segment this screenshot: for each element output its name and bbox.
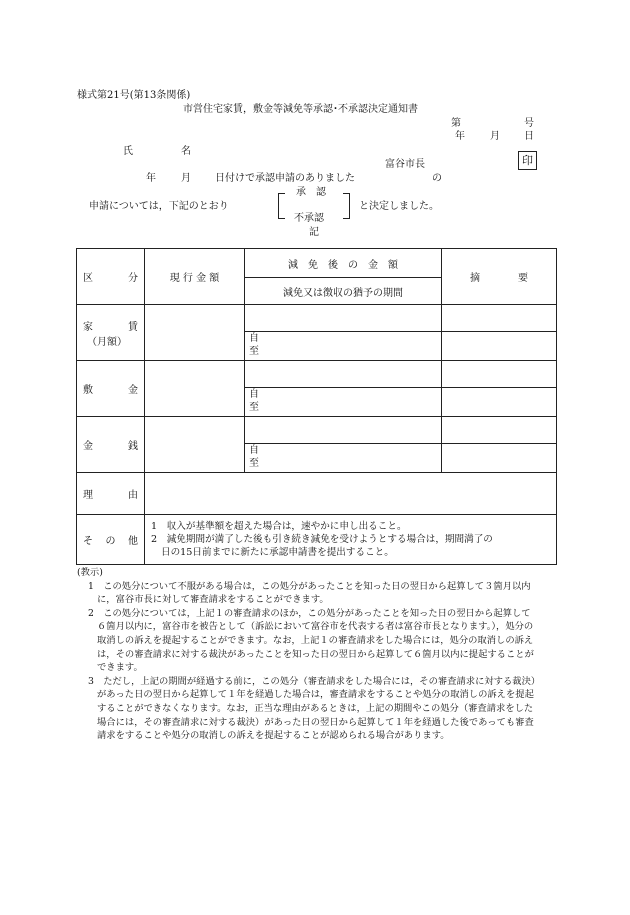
row-label-money: 金 銭 [77,417,145,473]
header-category: 区 分 [77,249,145,305]
header-period: 減免又は徴収の猶予の期間 [245,278,442,305]
bracket-left [278,193,285,219]
cell-other [145,515,557,565]
body-line1-no: の [432,173,442,184]
row-label-reason: 理 由 [77,473,145,515]
approve-option: 承 認 [296,187,326,198]
note-line-3: 2 この処分については，上記１の審査請求のほか，この処分があったことを知った日の翌日から起算して [88,607,531,619]
note-line-1: 1 この処分について不服がある場合は，この処分があったことを知った日の翌日から起算して３箇月以内 [88,580,531,592]
notes-heading: (教示) [77,567,103,578]
header-remarks: 摘 要 [442,249,557,305]
ki-heading: 記 [309,227,319,238]
header-current-amount: 現 行 金 額 [145,249,245,305]
body-line1-text: 日付けで承認申請のありました [215,173,355,184]
row-label-other: そ の 他 [77,515,145,565]
cell-after-deposit [245,361,442,388]
bracket-right [343,193,350,219]
sender-name: 富谷市長 [385,159,425,170]
note-line-12: 請求をすることや処分の取消しの訴えを提起することが認められる場合があります。 [97,730,450,742]
cell-period-deposit: 自 至 [245,388,442,417]
body-month: 月 [181,173,191,184]
date-day: 日 [524,131,534,142]
note-line-11: 場合には，その審査請求に対する裁決）があった日の翌日から起算して１年を経過した後であっても審査 [97,716,534,728]
other-line-2: 2 減免期間が満了した後も引き続き減免を受けようとする場合は，期間満了の [151,534,493,545]
cell-period-rent: 自 至 [245,332,442,361]
recipient-mei: 名 [181,146,191,157]
recipient-shi: 氏 [123,146,133,157]
body-year: 年 [146,173,156,184]
note-line-4: ６箇月以内に，富谷市を被告として（訴訟において富谷市を代表する者は富谷市長となります。），処分の [97,621,534,633]
row-label-deposit: 敷 金 [77,361,145,417]
date-year: 年 [455,131,465,142]
body-line2-prefix: 申請については，下記のとおり [89,201,229,212]
notes-section [77,566,540,743]
note-line-10: することができなくなります。なお，正当な理由があるときは，上記の期間やこの処分（審査請求をした [97,702,534,714]
note-line-9: があった日の翌日から起算して１年を経過した場合は，審査請求をすることや処分の取消しの訴えを提起 [97,689,534,701]
cell-reason [145,473,557,515]
doc-no-suffix: 号 [524,118,534,129]
cell-current-deposit [145,361,245,417]
note-line-7: できます。 [97,662,143,674]
other-line-1: 1 収入が基準額を超えた場合は，速やかに申し出ること。 [151,521,407,532]
doc-no-prefix: 第 [451,118,461,129]
disapprove-option: 不承認 [294,213,324,224]
row-label-rent: 家 賃 （月額） [77,305,145,361]
cell-remarks-deposit-2 [442,388,557,417]
cell-current-rent [145,305,245,361]
form-number: 様式第21号(第13条関係) [77,90,191,101]
note-line-8: 3 ただし，上記の期間が経過する前に，この処分（審査請求をした場合には，その審査請求に対する裁決） [88,675,541,687]
other-line-3: 日の15日前までに新たに承認申請書を提出すること。 [161,547,394,558]
cell-remarks-rent-1 [442,305,557,332]
cell-current-money [145,417,245,473]
cell-remarks-rent-2 [442,332,557,361]
row-label-rent-sub: （月額） [87,336,127,348]
cell-period-money: 自 至 [245,444,442,473]
cell-remarks-money-2 [442,444,557,473]
cell-remarks-money-1 [442,417,557,444]
header-after-reduction: 減 免 後 の 金 額 [245,249,442,278]
body-line2-suffix: と決定しました。 [359,201,439,212]
note-line-6: は，その審査請求に対する裁決があったことを知った日の翌日から起算して６箇月以内に提起することが [97,648,534,660]
seal-stamp: 印 [518,151,537,170]
date-month: 月 [490,131,500,142]
note-line-2: に，富谷市長に対して審査請求をすることができます。 [97,594,329,606]
cell-after-money [245,417,442,444]
document-title: 市営住宅家賃，敷金等減免等承認･不承認決定通知書 [183,104,418,115]
note-line-5: 取消しの訴えを提起することができます。なお，上記１の審査請求をした場合には，処分の取消しの訴え [97,634,534,646]
cell-remarks-deposit-1 [442,361,557,388]
cell-after-rent [245,305,442,332]
detail-table [76,248,557,565]
